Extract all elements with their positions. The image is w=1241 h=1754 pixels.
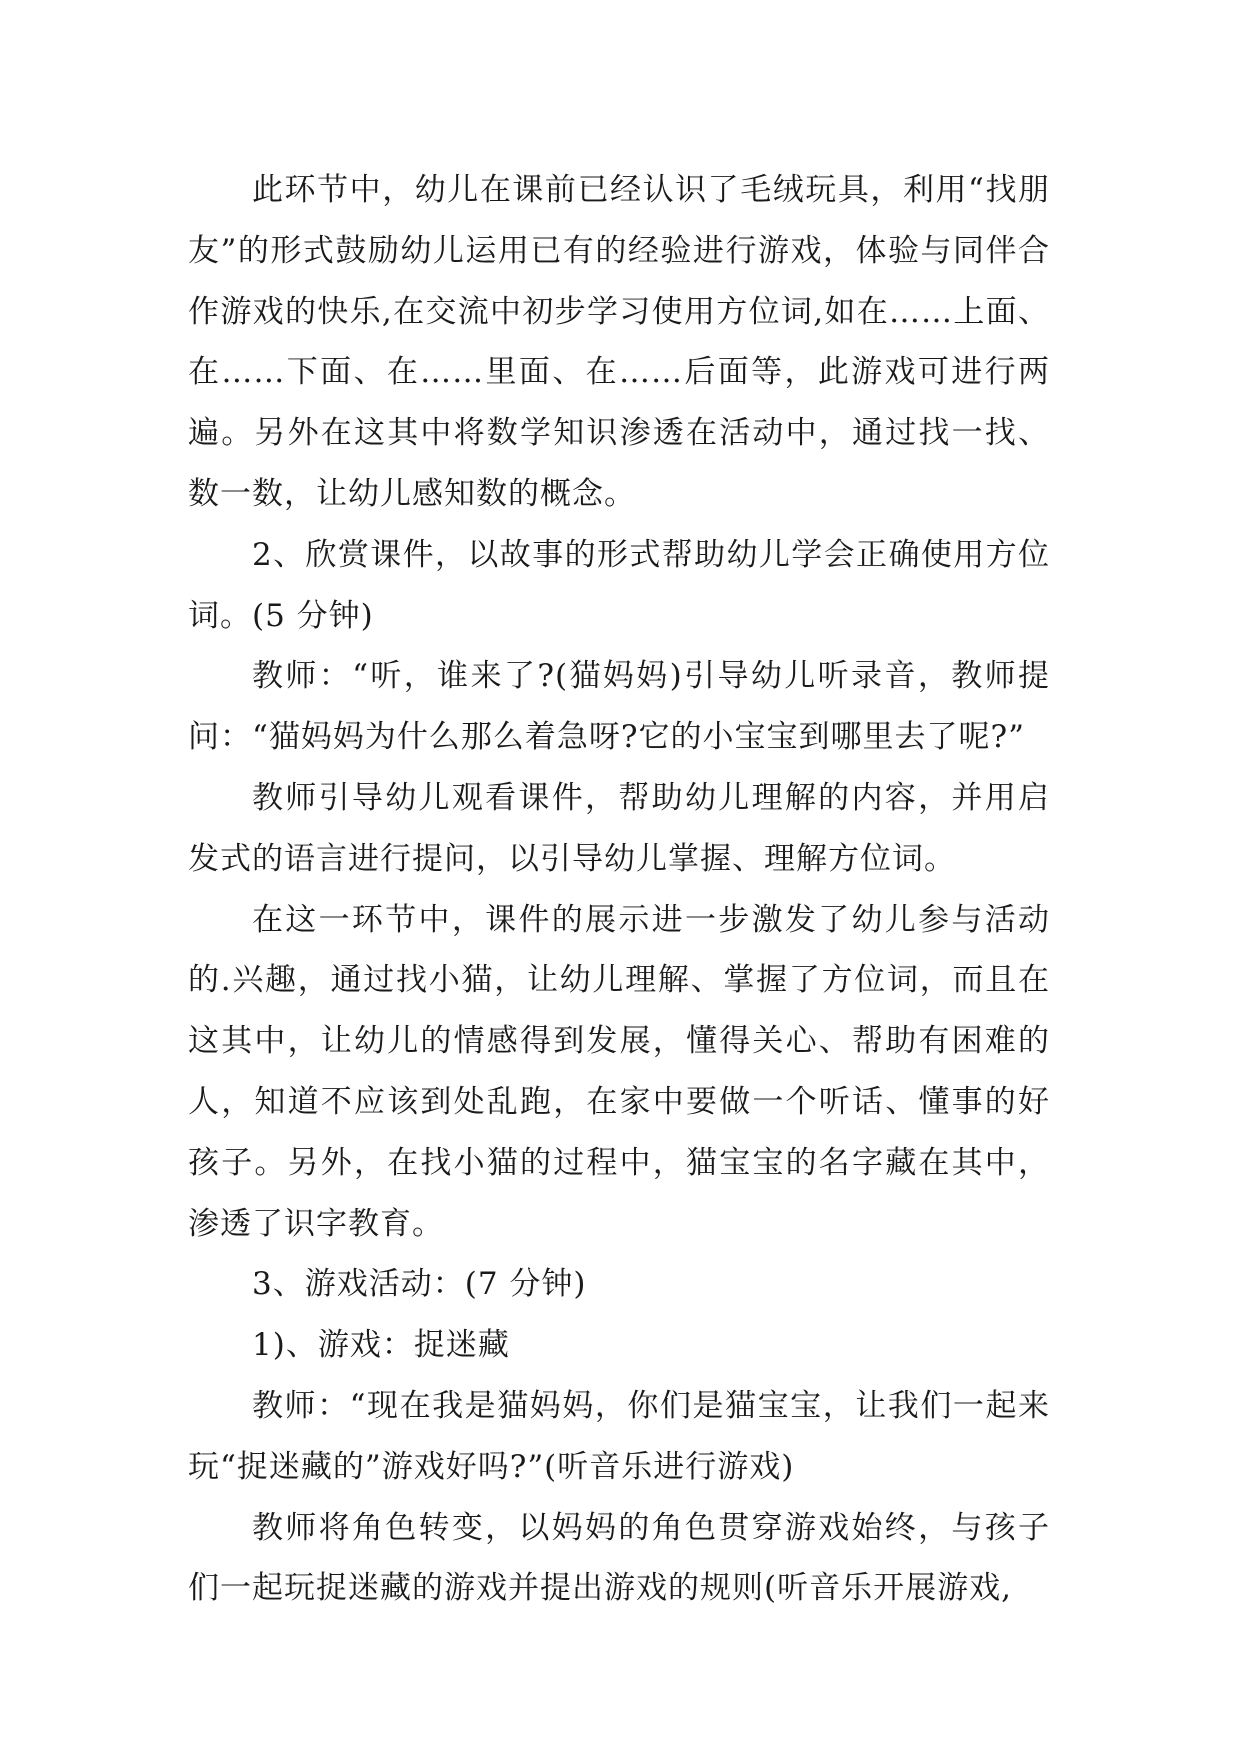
paragraph: 2、欣赏课件，以故事的形式帮助幼儿学会正确使用方位词。(5 分钟) bbox=[188, 536, 1050, 634]
document-body bbox=[188, 160, 1050, 1619]
paragraph: 教师将角色转变，以妈妈的角色贯穿游戏始终，与孩子们一起玩捉迷藏的游戏并提出游戏的规则(听音乐开展游戏, bbox=[188, 1509, 1050, 1607]
paragraph: 3、游戏活动：(7 分钟) bbox=[252, 1266, 587, 1303]
paragraph: 在这一环节中，课件的展示进一步激发了幼儿参与活动的.兴趣，通过找小猫，让幼儿理解、掌握了方位词，而且在这其中，让幼儿的情感得到发展，懂得关心、帮助有困难的人，知道不应该到处乱跑，在家中要做一个听话、懂事的好孩子。另外，在找小猫的过程中，猫宝宝的名字藏在其中，渗透了识字教育。 bbox=[188, 901, 1050, 1242]
paragraph: 此环节中，幼儿在课前已经认识了毛绒玩具，利用“找朋友”的形式鼓励幼儿运用已有的经验进行游戏，体验与同伴合作游戏的快乐,在交流中初步学习使用方位词,如在……上面、在……下面、在……里面、在……后面等，此游戏可进行两遍。另外在这其中将数学知识渗透在活动中，通过找一找、数一数，让幼儿感知数的概念。 bbox=[188, 172, 1050, 512]
paragraph: 1)、游戏：捉迷藏 bbox=[252, 1327, 510, 1364]
paragraph: 教师引导幼儿观看课件，帮助幼儿理解的内容，并用启发式的语言进行提问，以引导幼儿掌握、理解方位词。 bbox=[188, 779, 1050, 877]
paragraph: 教师：“听，谁来了?(猫妈妈)引导幼儿听录音，教师提问：“猫妈妈为什么那么着急呀?它的小宝宝到哪里去了呢?” bbox=[188, 658, 1050, 756]
paragraph: 教师：“现在我是猫妈妈，你们是猫宝宝，让我们一起来玩“捉迷藏的”游戏好吗?”(听音乐进行游戏) bbox=[188, 1387, 1050, 1485]
